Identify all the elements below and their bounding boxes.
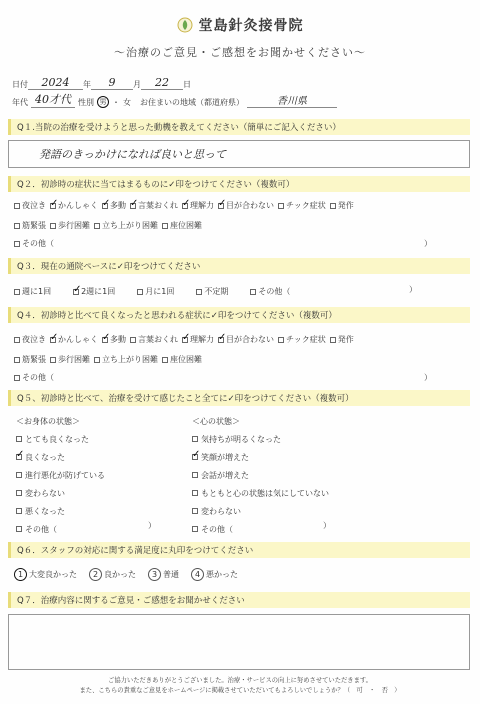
checkbox[interactable] (94, 223, 100, 229)
checkbox[interactable] (130, 337, 136, 343)
q4-options-row2 (14, 354, 202, 365)
checkbox[interactable] (192, 472, 198, 478)
symptom-option[interactable] (218, 200, 274, 211)
option-label: 週に1回 (22, 287, 52, 296)
checkbox[interactable] (137, 289, 143, 295)
option-label: 会話が増えた (201, 470, 249, 480)
checkbox[interactable] (330, 337, 336, 343)
age-label: 年代 (12, 98, 28, 107)
option-label: 大変良かった (29, 570, 77, 579)
option-label: 発作 (337, 335, 354, 344)
symptom-option[interactable] (94, 354, 158, 365)
symptom-option[interactable] (330, 334, 354, 345)
month-unit: 月 (133, 80, 141, 89)
q4-label: Q４．初診時と比べて良くなったと思われる症状に✓印をつけてください（複数可） (17, 311, 337, 321)
option-label: その他（ (201, 524, 233, 534)
feeling-option[interactable] (192, 466, 462, 484)
option-label: 座位困難 (170, 221, 202, 230)
checkbox-checked[interactable] (73, 289, 79, 295)
option-label: 発作 (337, 201, 354, 210)
checkbox[interactable] (14, 289, 20, 295)
symptom-option[interactable] (218, 334, 274, 345)
satisfaction-option[interactable] (89, 568, 136, 581)
option-label: 多動 (110, 335, 126, 344)
option-label: 悪かった (206, 570, 238, 579)
satisfaction-option[interactable] (14, 568, 77, 581)
survey-subtitle: 〜治療のご意見・ご感想をお聞かせください〜 (114, 46, 366, 59)
symptom-option[interactable] (50, 354, 90, 365)
checkbox[interactable] (162, 223, 168, 229)
option-label: とても良くなった (25, 434, 89, 444)
q2-heading (8, 176, 470, 192)
symptom-option[interactable] (73, 286, 115, 297)
year-value[interactable]: 2024 (28, 76, 83, 90)
symptom-option[interactable] (102, 200, 126, 211)
satisfaction-option[interactable] (191, 568, 238, 581)
option-label: 笑顔が増えた (201, 452, 249, 462)
checkbox[interactable] (16, 508, 22, 514)
option-label: 多動 (110, 201, 126, 210)
checkbox-checked[interactable] (218, 203, 224, 209)
q3-heading (8, 258, 470, 274)
sex-female-option[interactable]: 女 (123, 98, 131, 107)
checkbox[interactable] (14, 223, 20, 229)
q1-answer[interactable]: 発語のきっかけになれば良いと思って (39, 148, 226, 161)
rating-circle-selected[interactable]: 1 (14, 568, 27, 581)
option-label: 目が合わない (226, 201, 274, 210)
option-label: 進行悪化が防げている (25, 470, 105, 480)
option-label: チック症状 (286, 335, 326, 344)
symptom-option[interactable] (14, 286, 51, 297)
option-label: 不定期 (204, 287, 229, 296)
symptom-option[interactable] (162, 220, 202, 231)
clinic-name: 堂島針灸接骨院 (198, 18, 304, 34)
symptom-option[interactable] (14, 200, 46, 211)
option-label: 座位困難 (170, 355, 202, 364)
option-label: かんしゃく (58, 335, 98, 344)
clinic-logo-icon (177, 17, 193, 33)
option-label: かんしゃく (58, 201, 98, 210)
checkbox-checked[interactable] (50, 203, 56, 209)
symptom-option[interactable] (137, 286, 174, 297)
checkbox[interactable] (330, 203, 336, 209)
profile-line (12, 94, 402, 108)
symptom-option[interactable] (14, 334, 46, 345)
symptom-option[interactable] (278, 200, 326, 211)
q5-label: Q５、初診時と比べて、治療を受けて感じたこと全てに✓印をつけてください（複数可） (17, 394, 354, 404)
checkbox[interactable] (14, 375, 20, 381)
q5-body-column (16, 412, 196, 538)
q2-other-close: ） (424, 239, 432, 248)
checkbox[interactable] (94, 357, 100, 363)
day-unit: 日 (183, 80, 191, 89)
option-label: 歩行困難 (58, 355, 90, 364)
checkbox[interactable] (162, 357, 168, 363)
checkbox-checked[interactable] (50, 337, 56, 343)
checkbox[interactable] (192, 490, 198, 496)
feeling-option[interactable] (192, 448, 462, 466)
q4-other-label: その他（ (22, 373, 54, 382)
q4-other-option[interactable] (14, 372, 54, 383)
q3-label: Q３．現在の通院ペースに✓印をつけてください (17, 262, 201, 272)
q7-heading (8, 592, 470, 608)
checkbox[interactable] (14, 203, 20, 209)
symptom-option[interactable] (196, 286, 228, 297)
feeling-option[interactable] (16, 484, 196, 502)
q4-options-row1 (14, 334, 354, 345)
option-label: 筋緊張 (22, 355, 46, 364)
q6-options (14, 568, 238, 581)
footer-thanks: ご協力いただきありがとうございました。治療・サービスの向上に努めさせていただきます。 (108, 677, 372, 684)
checkbox[interactable] (192, 508, 198, 514)
q2-label: Q２．初診時の症状に当てはまるものに✓印をつけてください（複数可） (17, 180, 295, 190)
checkbox-checked[interactable] (182, 203, 188, 209)
option-label: 気持ちが明るくなった (201, 434, 281, 444)
option-label: 良くなった (25, 452, 65, 462)
checkbox[interactable] (196, 289, 202, 295)
satisfaction-option[interactable] (148, 568, 179, 581)
checkbox-checked[interactable] (102, 337, 108, 343)
option-label: その他（ (258, 287, 291, 296)
symptom-option[interactable] (102, 334, 126, 345)
option-label: 言葉おくれ (138, 335, 178, 344)
option-label: 良かった (104, 570, 136, 579)
option-label: 変わらない (25, 488, 65, 498)
checkbox-checked[interactable] (218, 337, 224, 343)
feeling-option[interactable] (16, 430, 196, 448)
rating-circle[interactable]: 2 (89, 568, 102, 581)
symptom-option[interactable] (278, 334, 326, 345)
option-label: 立ち上がり困難 (102, 221, 158, 230)
option-label: 立ち上がり困難 (102, 355, 158, 364)
symptom-option[interactable] (162, 354, 202, 365)
option-label: その他（ (25, 524, 57, 534)
sex-male-option[interactable]: 男 (97, 96, 109, 108)
address-value[interactable]: 香川県 (247, 92, 337, 108)
q2-options-row2 (14, 220, 202, 231)
q4-heading (8, 307, 470, 323)
option-label: 月に1回 (145, 287, 175, 296)
q4-other-close: ） (424, 373, 432, 382)
checkbox-checked[interactable] (182, 337, 188, 343)
option-label: チック症状 (286, 201, 326, 210)
feeling-option[interactable] (192, 484, 462, 502)
q5-heading (8, 390, 470, 406)
checkbox[interactable] (192, 526, 198, 532)
q5-mind-other-close: ） (323, 521, 331, 530)
option-label: 筋緊張 (22, 221, 46, 230)
footer-permission: また、こちらの貴重なご意見をホームページに掲載させていただいてもよろしいでしょうか？（ 可 ・ 否 ） (79, 687, 401, 694)
checkbox[interactable] (16, 436, 22, 442)
option-label: 目が合わない (226, 335, 274, 344)
rating-circle[interactable]: 4 (191, 568, 204, 581)
checkbox-checked[interactable] (130, 203, 136, 209)
day-value[interactable]: 22 (141, 76, 183, 90)
symptom-option[interactable] (50, 200, 98, 211)
q2-other-row (14, 238, 454, 249)
symptom-option[interactable] (182, 334, 214, 345)
symptom-option[interactable] (250, 286, 290, 297)
checkbox[interactable] (250, 289, 256, 295)
q1-answer-box[interactable] (8, 140, 470, 168)
option-label: 変わらない (201, 506, 241, 516)
feeling-option[interactable] (192, 430, 462, 448)
option-label: もともと心の状態は気にしていない (201, 488, 329, 498)
footer (0, 676, 480, 696)
date-label: 日付 (12, 80, 28, 89)
option-label: 歩行困難 (58, 221, 90, 230)
feeling-option[interactable] (192, 502, 462, 520)
option-label: 理解力 (190, 335, 214, 344)
q1-heading (8, 119, 470, 135)
header (0, 14, 480, 60)
q2-other-label: その他（ (22, 239, 54, 248)
option-label: 普通 (163, 570, 179, 579)
symptom-option[interactable] (14, 220, 46, 231)
checkbox[interactable] (16, 472, 22, 478)
rating-circle[interactable]: 3 (148, 568, 161, 581)
symptom-option[interactable] (182, 200, 214, 211)
checkbox[interactable] (14, 357, 20, 363)
q6-heading (8, 542, 470, 558)
q2-other-option[interactable] (14, 238, 54, 249)
q1-label: Q１.当院の治療を受けようと思った動機を教えてください（簡単にご記入ください） (17, 123, 341, 133)
checkbox[interactable] (50, 223, 56, 229)
feeling-option[interactable] (16, 520, 196, 538)
checkbox[interactable] (14, 241, 20, 247)
feeling-option[interactable] (16, 502, 196, 520)
option-label: 夜泣き (22, 335, 46, 344)
checkbox[interactable] (16, 490, 22, 496)
symptom-option[interactable] (130, 200, 178, 211)
address-label: お住まいの地域（都道府県） (140, 98, 244, 107)
checkbox[interactable] (14, 337, 20, 343)
symptom-option[interactable] (14, 354, 46, 365)
option-label: 言葉おくれ (138, 201, 178, 210)
option-label: 2週に1回 (81, 287, 116, 296)
date-line (12, 76, 217, 90)
checkbox[interactable] (16, 526, 22, 532)
symptom-option[interactable] (130, 334, 178, 345)
option-label: 夜泣き (22, 201, 46, 210)
option-label: 理解力 (190, 201, 214, 210)
option-label: 悪くなった (25, 506, 65, 516)
q5-mind-heading: ＜心の状態＞ (192, 416, 240, 426)
q7-answer-box[interactable] (8, 614, 470, 670)
q7-label: Q７．治療内容に関するご意見・ご感想をお聞かせください (17, 596, 245, 606)
q4-other-row (14, 372, 454, 383)
q3-options (14, 286, 290, 297)
symptom-option[interactable] (50, 334, 98, 345)
checkbox-checked[interactable] (16, 454, 22, 460)
q5-body-other-close: ） (148, 521, 156, 530)
sex-label: 性別 (78, 98, 94, 107)
age-value[interactable]: 40才代 (31, 91, 75, 108)
feeling-option[interactable] (16, 466, 196, 484)
q3-other-close: ） (409, 285, 417, 294)
symptom-option[interactable] (50, 220, 90, 231)
q5-body-heading: ＜お身体の状態＞ (16, 416, 80, 426)
checkbox[interactable] (50, 357, 56, 363)
checkbox-checked[interactable] (192, 454, 198, 460)
feeling-option[interactable] (16, 448, 196, 466)
logo-row (0, 14, 480, 36)
q2-options-row1 (14, 200, 354, 211)
sex-separator: ・ (112, 98, 120, 107)
q6-label: Q６．スタッフの対応に関する満足度に丸印をつけてください (17, 546, 254, 556)
symptom-option[interactable] (330, 200, 354, 211)
checkbox-checked[interactable] (102, 203, 108, 209)
symptom-option[interactable] (94, 220, 158, 231)
month-value[interactable]: 9 (91, 76, 133, 90)
checkbox[interactable] (278, 337, 284, 343)
checkbox[interactable] (192, 436, 198, 442)
year-unit: 年 (83, 80, 91, 89)
checkbox[interactable] (278, 203, 284, 209)
